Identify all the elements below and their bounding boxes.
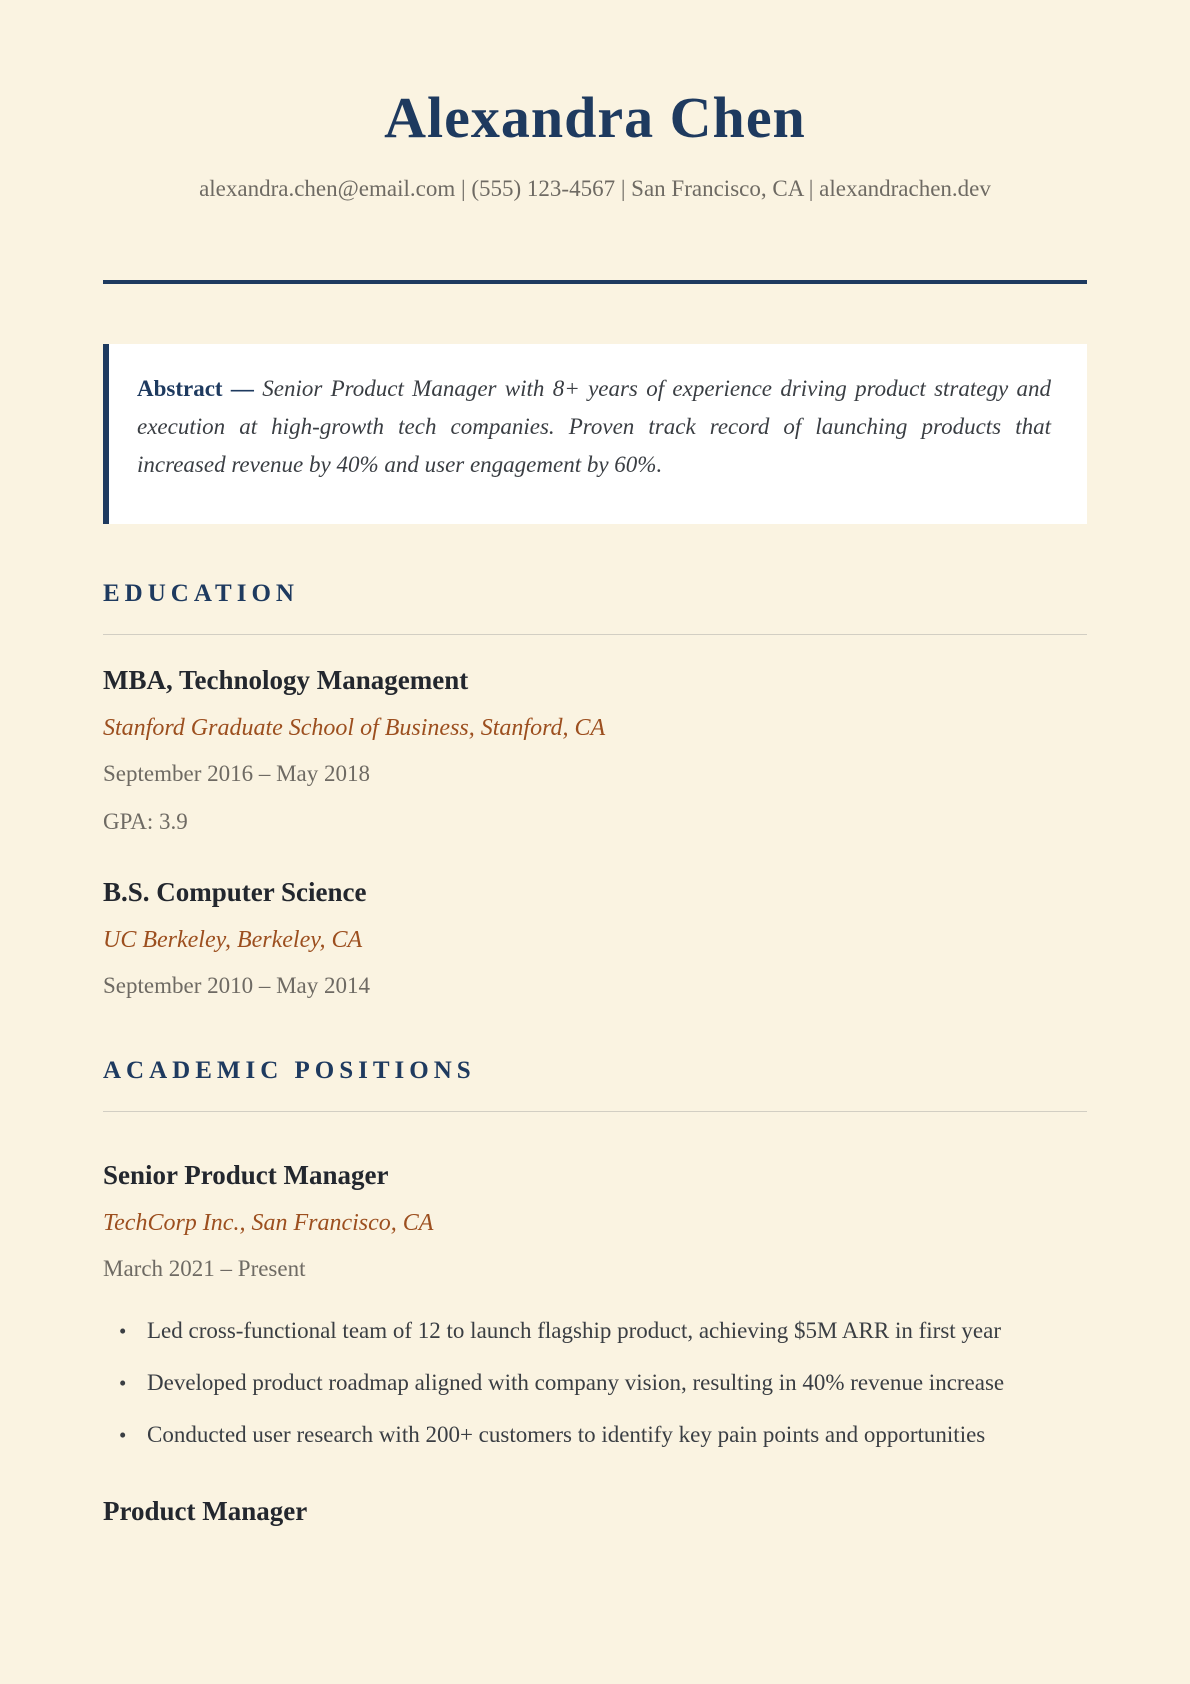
position-entry bbox=[103, 1494, 1087, 1528]
institution-name: Stanford Graduate School of Business, Stanford, CA bbox=[103, 715, 606, 741]
education-entry bbox=[103, 875, 1087, 1001]
date-range: September 2010 – May 2014 bbox=[103, 973, 371, 998]
achievement-item: • Led cross-functional team of 12 to launch flagship product, achieving $5M ARR in first year bbox=[147, 1310, 1087, 1352]
abstract-box bbox=[103, 344, 1087, 524]
section-title-education: EDUCATION bbox=[103, 580, 299, 607]
institution-name: UC Berkeley, Berkeley, CA bbox=[103, 927, 363, 953]
achievement-list bbox=[103, 1310, 1087, 1456]
abstract-label: Abstract — bbox=[137, 376, 254, 401]
header-divider bbox=[103, 280, 1087, 284]
section-academic-positions bbox=[103, 1055, 1087, 1528]
company-name: TechCorp Inc., San Francisco, CA bbox=[103, 1210, 434, 1236]
section-title-academic-positions: ACADEMIC POSITIONS bbox=[103, 1057, 476, 1084]
role-title: Product Manager bbox=[103, 1496, 308, 1526]
degree-title: MBA, Technology Management bbox=[103, 665, 469, 695]
education-entry bbox=[103, 663, 1087, 837]
date-range: March 2021 – Present bbox=[103, 1256, 306, 1281]
degree-title: B.S. Computer Science bbox=[103, 877, 367, 907]
abstract-text: Senior Product Manager with 8+ years of experience driving product strategy and execution at high-growth tech companies. Proven track record of launching products that increased revenue by 40% and user engagement by 60%. bbox=[137, 376, 1052, 477]
abstract-paragraph bbox=[137, 370, 1051, 484]
position-entry bbox=[103, 1158, 1087, 1456]
section-divider bbox=[103, 1111, 1087, 1112]
achievement-item: • Developed product roadmap aligned with company vision, resulting in 40% revenue increase bbox=[147, 1362, 1087, 1404]
role-title: Senior Product Manager bbox=[103, 1160, 389, 1190]
achievement-item: • Conducted user research with 200+ customers to identify key pain points and opportunities bbox=[147, 1414, 1087, 1456]
date-range: September 2016 – May 2018 bbox=[103, 761, 371, 786]
contact-line: alexandra.chen@email.com | (555) 123-4567 | San Francisco, CA | alexandrachen.dev bbox=[199, 176, 991, 201]
section-divider bbox=[103, 634, 1087, 635]
section-education bbox=[103, 578, 1087, 1001]
person-name: Alexandra Chen bbox=[384, 85, 806, 150]
gpa-value: GPA: 3.9 bbox=[103, 809, 188, 834]
